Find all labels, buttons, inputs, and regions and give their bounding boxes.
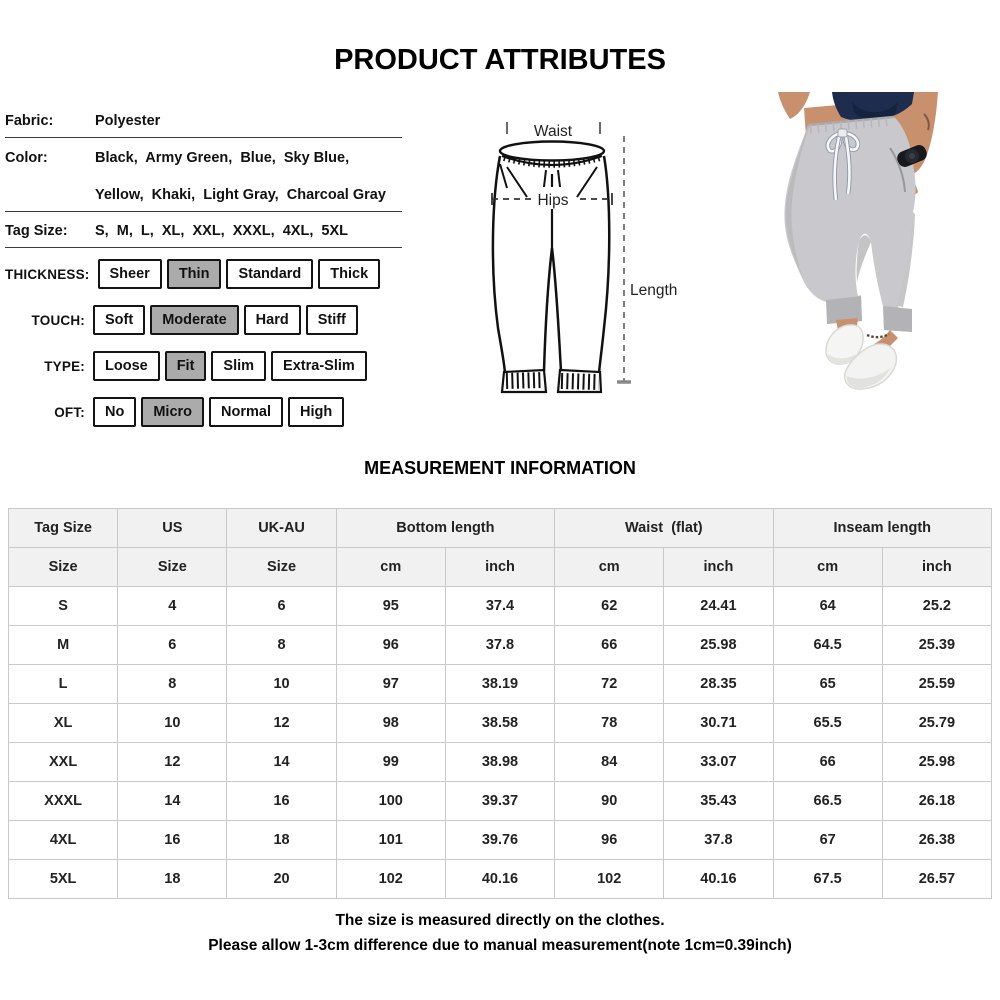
footer-note-2: Please allow 1-3cm difference due to manual measurement(note 1cm=0.39inch) — [208, 937, 792, 954]
table-cell: XL — [9, 704, 118, 743]
color-label: Color: — [5, 150, 48, 166]
table-cell: 66 — [773, 743, 882, 782]
product-photo — [740, 92, 996, 424]
table-cell: XXL — [9, 743, 118, 782]
table-cell: 35.43 — [664, 782, 773, 821]
column-sub-header: Size — [118, 548, 227, 587]
tag-size-value: S, M, L, XL, XXL, XXXL, 4XL, 5XL — [95, 223, 348, 239]
option-chip-no[interactable]: No — [93, 397, 136, 427]
option-chip-thin[interactable]: Thin — [167, 259, 222, 289]
option-chip-standard[interactable]: Standard — [226, 259, 313, 289]
table-cell: 38.58 — [445, 704, 554, 743]
table-cell: 4XL — [9, 821, 118, 860]
table-cell: 97 — [336, 665, 445, 704]
page-title: PRODUCT ATTRIBUTES — [334, 44, 666, 76]
table-cell: 38.19 — [445, 665, 554, 704]
column-sub-header: inch — [664, 548, 773, 587]
column-sub-header: cm — [555, 548, 664, 587]
table-cell: 38.98 — [445, 743, 554, 782]
table-cell: 14 — [227, 743, 336, 782]
table-cell: 6 — [227, 587, 336, 626]
table-cell: 99 — [336, 743, 445, 782]
column-group-header: Inseam length — [773, 509, 991, 548]
table-cell: 64.5 — [773, 626, 882, 665]
option-row-thickness — [5, 258, 402, 290]
table-row-xxl — [9, 743, 992, 782]
column-group-header: UK-AU — [227, 509, 336, 548]
table-row-l — [9, 665, 992, 704]
table-cell: 72 — [555, 665, 664, 704]
table-cell: 25.59 — [882, 665, 991, 704]
option-row-touch — [5, 304, 402, 336]
length-label: Length — [630, 282, 678, 299]
column-group-header: Bottom length — [336, 509, 554, 548]
table-group-header-row — [9, 509, 992, 548]
column-sub-header: cm — [773, 548, 882, 587]
color-row — [5, 138, 402, 174]
table-sub-header-row — [9, 548, 992, 587]
option-chip-extra-slim[interactable]: Extra-Slim — [271, 351, 367, 381]
option-chip-soft[interactable]: Soft — [93, 305, 145, 335]
table-cell: M — [9, 626, 118, 665]
pants-measurement-diagram — [450, 98, 710, 428]
table-cell: 26.57 — [882, 860, 991, 899]
table-cell: 25.98 — [664, 626, 773, 665]
table-cell: L — [9, 665, 118, 704]
table-cell: 24.41 — [664, 587, 773, 626]
table-cell: 37.4 — [445, 587, 554, 626]
table-cell: 14 — [118, 782, 227, 821]
color-values-line1: Black, Army Green, Blue, Sky Blue, — [95, 150, 350, 166]
table-cell: 96 — [336, 626, 445, 665]
table-cell: 18 — [227, 821, 336, 860]
fabric-row — [5, 104, 402, 137]
fabric-label: Fabric: — [5, 113, 54, 129]
table-cell: 65 — [773, 665, 882, 704]
table-row-s — [9, 587, 992, 626]
option-chip-thick[interactable]: Thick — [318, 259, 380, 289]
fabric-value: Polyester — [95, 113, 161, 129]
table-cell: XXXL — [9, 782, 118, 821]
column-sub-header: inch — [445, 548, 554, 587]
table-cell: 84 — [555, 743, 664, 782]
table-cell: 65.5 — [773, 704, 882, 743]
option-chip-stiff[interactable]: Stiff — [306, 305, 358, 335]
table-cell: 90 — [555, 782, 664, 821]
table-cell: 6 — [118, 626, 227, 665]
hips-label: Hips — [537, 192, 569, 209]
option-chip-sheer[interactable]: Sheer — [98, 259, 162, 289]
column-sub-header: inch — [882, 548, 991, 587]
measurement-table-body — [9, 587, 992, 899]
option-chip-normal[interactable]: Normal — [209, 397, 283, 427]
attributes-section — [5, 104, 402, 442]
option-row-type — [5, 350, 402, 382]
table-cell: 64 — [773, 587, 882, 626]
table-cell: 66 — [555, 626, 664, 665]
footer-note-1: The size is measured directly on the clothes. — [335, 912, 665, 929]
option-row-label: OFT: — [54, 404, 85, 420]
option-chip-fit[interactable]: Fit — [165, 351, 207, 381]
table-cell: 37.8 — [445, 626, 554, 665]
column-sub-header: Size — [227, 548, 336, 587]
table-cell: 4 — [118, 587, 227, 626]
column-sub-header: cm — [336, 548, 445, 587]
option-row-label: THICKNESS: — [5, 266, 90, 282]
option-chip-high[interactable]: High — [288, 397, 344, 427]
table-row-m — [9, 626, 992, 665]
model-wearing-joggers-image — [740, 92, 996, 424]
option-row-label: TYPE: — [44, 358, 85, 374]
table-cell: 66.5 — [773, 782, 882, 821]
option-chip-hard[interactable]: Hard — [244, 305, 301, 335]
table-cell: 12 — [227, 704, 336, 743]
table-cell: 101 — [336, 821, 445, 860]
table-cell: 10 — [227, 665, 336, 704]
table-cell: 40.16 — [664, 860, 773, 899]
table-cell: 40.16 — [445, 860, 554, 899]
table-row-xxxl — [9, 782, 992, 821]
tag-size-label: Tag Size: — [5, 223, 68, 239]
table-cell: 37.8 — [664, 821, 773, 860]
table-cell: 95 — [336, 587, 445, 626]
table-cell: 25.98 — [882, 743, 991, 782]
table-row-xl — [9, 704, 992, 743]
table-cell: 8 — [227, 626, 336, 665]
table-cell: 5XL — [9, 860, 118, 899]
divider — [5, 247, 402, 248]
table-cell: 12 — [118, 743, 227, 782]
table-cell: 25.79 — [882, 704, 991, 743]
pants-line-drawing-icon — [450, 98, 710, 428]
table-cell: 25.39 — [882, 626, 991, 665]
option-row-label: TOUCH: — [31, 312, 85, 328]
table-cell: 20 — [227, 860, 336, 899]
table-cell: 98 — [336, 704, 445, 743]
color-row-2 — [5, 174, 402, 211]
tag-size-row — [5, 212, 402, 247]
table-cell: 30.71 — [664, 704, 773, 743]
option-chip-moderate[interactable]: Moderate — [150, 305, 238, 335]
table-row-5xl — [9, 860, 992, 899]
option-chip-micro[interactable]: Micro — [141, 397, 204, 427]
color-values-line2: Yellow, Khaki, Light Gray, Charcoal Gray — [95, 187, 386, 203]
option-row-oft — [5, 396, 402, 428]
option-rows — [5, 258, 402, 428]
waist-label: Waist — [533, 123, 573, 140]
table-cell: 100 — [336, 782, 445, 821]
table-cell: 39.76 — [445, 821, 554, 860]
table-cell: 25.2 — [882, 587, 991, 626]
table-cell: 39.37 — [445, 782, 554, 821]
option-chip-loose[interactable]: Loose — [93, 351, 160, 381]
table-cell: 67.5 — [773, 860, 882, 899]
table-row-4xl — [9, 821, 992, 860]
table-cell: 10 — [118, 704, 227, 743]
column-group-header: Tag Size — [9, 509, 118, 548]
table-cell: 26.38 — [882, 821, 991, 860]
footer-notes — [0, 908, 1000, 958]
table-cell: 18 — [118, 860, 227, 899]
column-group-header: US — [118, 509, 227, 548]
table-cell: 26.18 — [882, 782, 991, 821]
table-cell: 33.07 — [664, 743, 773, 782]
column-group-header: Waist (flat) — [555, 509, 773, 548]
table-cell: 8 — [118, 665, 227, 704]
table-cell: 16 — [118, 821, 227, 860]
measurement-table — [8, 508, 992, 899]
table-cell: 96 — [555, 821, 664, 860]
table-cell: 62 — [555, 587, 664, 626]
table-cell: S — [9, 587, 118, 626]
measurement-title: MEASUREMENT INFORMATION — [364, 458, 636, 478]
option-chip-slim[interactable]: Slim — [211, 351, 266, 381]
table-cell: 102 — [336, 860, 445, 899]
table-cell: 67 — [773, 821, 882, 860]
table-cell: 28.35 — [664, 665, 773, 704]
table-cell: 102 — [555, 860, 664, 899]
table-cell: 16 — [227, 782, 336, 821]
column-sub-header: Size — [9, 548, 118, 587]
table-cell: 78 — [555, 704, 664, 743]
